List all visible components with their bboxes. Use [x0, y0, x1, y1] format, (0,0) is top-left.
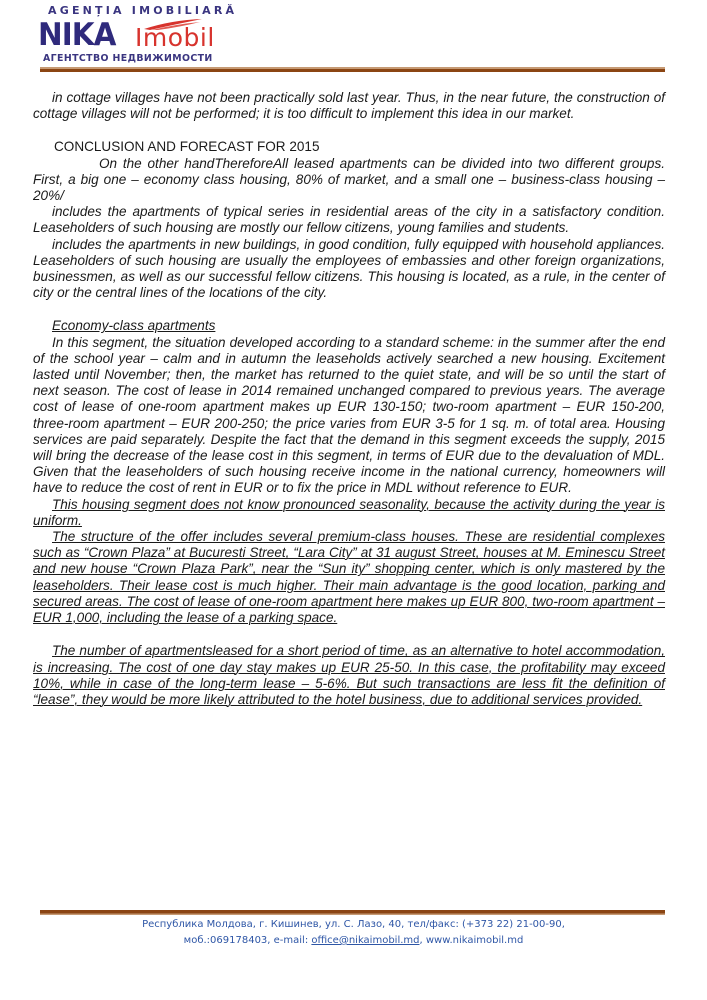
section-heading: CONCLUSION AND FORECAST FOR 2015 — [54, 139, 320, 155]
email-link[interactable]: office@nikaimobil.md — [311, 935, 420, 946]
logo-brand: NIKA — [38, 17, 116, 53]
paragraph: includes the apartments of typical series in residential areas of the city in a satisfactory condition. Leaseholders of such housing are mostly our fellow citizens, young families and students. — [33, 204, 665, 236]
footer-divider — [40, 910, 665, 915]
footer-address: Республика Молдова, г. Кишинев, ул. С. Лазо, 40, тел/факс: (+373 22) 21-00-90, — [142, 919, 565, 930]
paragraph-economy: In this segment, the situation developed according to a standard scheme: in the summer after the end of the school year – calm and in autumn the leaseholds actively searched a new housing. Excitement lasted until November; then, the market has returned to the quiet state, and will be so until the start of next season. The cost of lease in 2014 remained unchanged compared to previous years. The average cost of lease of one-room apartment makes up EUR 130-150; two-room apartment – EUR 150-200, three-room apartment – EUR 200-250; the price varies from EUR 3-5 for 1 sq. m. of total area. Housing services are paid separately. Despite the fact that the demand in this segment exceeds the supply, 2015 will bring the decrease of the lease cost in this segment, in terms of EUR due to the devaluation of MDL. Given that the leaseholders of such housing receive income in the national currency, homeowners will have to reduce the cost of rent in EUR or to fix the price in MDL without reference to EUR. — [33, 334, 665, 496]
paragraph-premium: The structure of the offer includes several premium-class houses. These are residential complexes such as “Crown Plaza” at Bucuresti Street, “Lara City” at 31 august Street, houses at M. Eminescu Street and new house “Crown Plaza Park”, near the “Sun ity” shopping center, which is only mastered by the leaseholders. Their lease cost is much higher. Their main advantage is the good location, parking and secured areas. The cost of lease of one-room apartment here makes up EUR 800, two-room apartment – EUR 1,000, including the lease of a parking space. — [33, 529, 665, 626]
paragraph: includes the apartments in new buildings, in good condition, fully equipped with household appliances. Leaseholders of such housing are usually the employees of embassies and other foreign organizations, businessmen, as well as our successful fellow citizens. This housing is located, as a rule, in the center of city or the central lines of the locations of the city. — [33, 236, 665, 301]
paragraph: On the other handThereforeAll leased apartments can be divided into two different groups. First, a big one – economy class housing, 80% of market, and a small one – business-class housing – 20%/ — [33, 155, 665, 204]
document-body — [33, 90, 665, 708]
footer-separator: , — [419, 935, 426, 946]
subheading-economy: Economy-class apartments — [52, 318, 216, 334]
website-link[interactable]: www.nikaimobil.md — [425, 935, 524, 946]
intro-paragraph: in cottage villages have not been practically sold last year. Thus, in the near future, the construction of cottage villages will not be performed; it is too difficult to implement this idea in our market. — [33, 90, 665, 122]
footer-contacts — [0, 933, 707, 949]
paragraph-seasonality: This housing segment does not know pronounced seasonality, because the activity during the year is uniform. — [33, 496, 665, 528]
logo-subtitle: АГЕНТСТВО НЕДВИЖИМОСТИ — [43, 53, 213, 64]
header-divider — [40, 67, 665, 72]
logo-top-text: AGENȚIA IMOBILIARĂ — [48, 4, 238, 17]
paragraph-short-term: The number of apartmentsleased for a short period of time, as an alternative to hotel accommodation, is increasing. The cost of one day stay makes up EUR 25-50. In this case, the profitability may exceed 10%, while in case of the long-term lease – 5-6%. But such transactions are less fit the definition of “lease”, they would be more likely attributed to the hotel business, due to additional services provided. — [33, 643, 665, 707]
footer-mobile: моб.:069178403, e-mail: — [183, 935, 312, 946]
logo-brand-suffix: Imobil — [135, 23, 215, 52]
footer — [0, 917, 707, 949]
